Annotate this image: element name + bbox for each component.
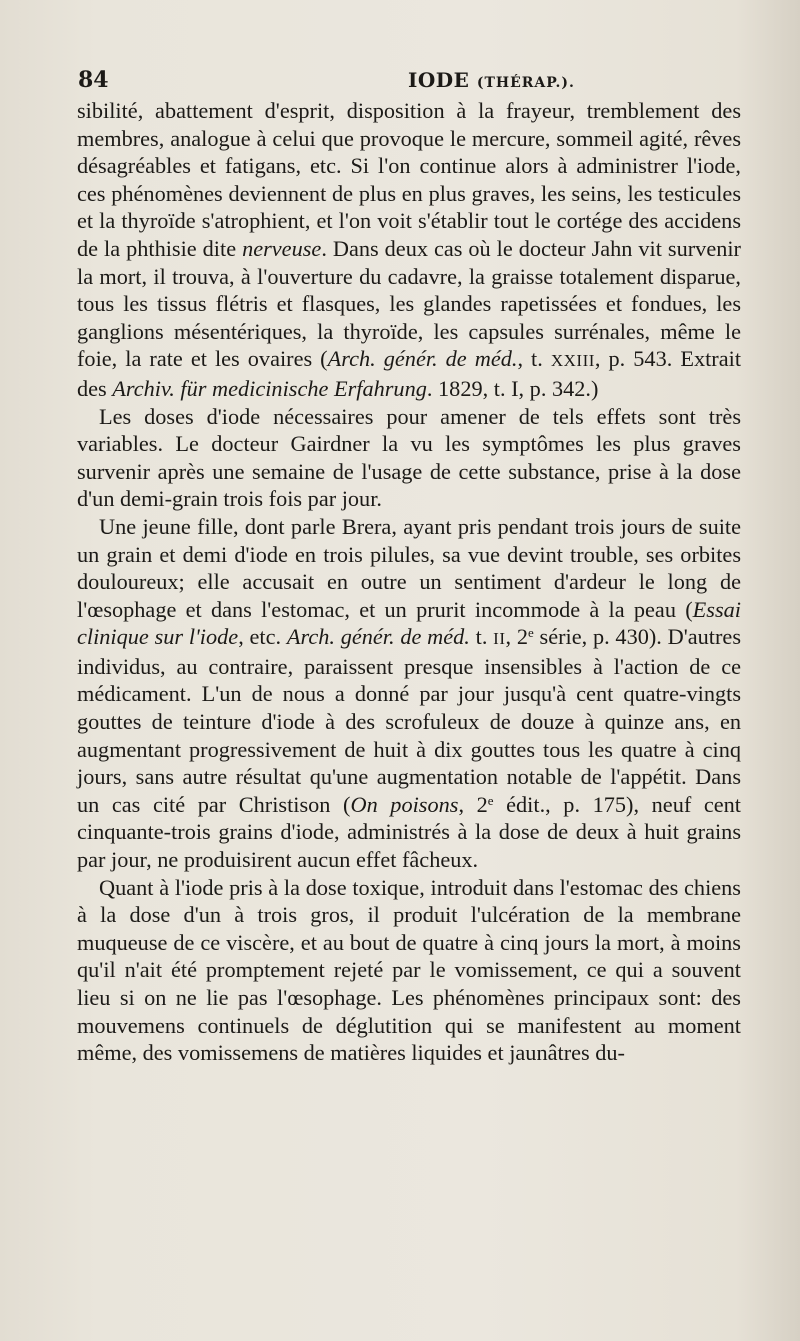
superscript: e [527,625,534,641]
italic-text: On poisons [350,791,459,817]
running-head-title: IODE [408,68,470,92]
text-segment: Les doses d'iode nécessaires pour amener de tels effets sont très variables. Le docteur Gairdner la vu les symptômes les plus graves survenir après une semaine de l'usage de cette substance, prise à la dose d'un demi-grain trois fois par jour. [77,403,741,512]
running-head [408,64,575,99]
italic-text: Essai clinique sur l'iode [77,596,741,650]
italic-text: Archiv. für medicinische Erfahrung [112,375,427,401]
page-header [78,64,740,96]
paragraph [77,403,741,513]
body-text [77,97,741,1067]
text-segment: Une jeune fille, dont parle Brera, ayant pris pendant trois jours de suite un grain et demi d'iode en trois pilules, sa vue devint trouble, ses orbites douloureux; elle accusait en outre un sentiment d'ardeur le long de l'œsophage et dans l'estomac, et un prurit incommode à la peau ( [77,513,741,622]
text-segment: série, p. 430). D'autres individus, au contraire, paraissent presque insensibles à l'action de ce médicament. L'un de nous a donné par jour jusqu'à cent quatre-vingts gouttes de teinture d'iode à des scrofuleux de douze à quinze ans, en augmentant progressivement de huit à dix gouttes tous les quatre à cinq jours, sans autre résultat qu'une augmentation notable de l'appétit. Dans un cas cité par Christison ( [77,624,741,817]
text-segment: , etc. [238,624,287,650]
italic-text: Arch. génér. de méd. [327,346,518,372]
text-segment: édit., p. 175), neuf cent cinquante-trois grains d'iode, administrés à la dose de deux à huit grains par jour, ne produisirent aucun effet fâcheux. [77,791,741,873]
page-number: 84 [78,67,109,93]
running-head-subtitle: (THÉRAP.). [476,75,575,91]
text-segment: sibilité, abattement d'esprit, disposition à la frayeur, tremblement des membres, analogue à celui que provoque le mercure, sommeil agité, rêves désagréables et fatigans, etc. Si l'on continue alors à administrer l'iode, ces phénomènes deviennent de plus en plus graves, les seins, les testicules et la thyroïde s'atrophient, et l'on voit s'établir tout le cortége des accidens de la phthisie dite [77,98,741,261]
text-segment: t. [469,624,494,650]
superscript: e [487,792,494,808]
small-caps-text: II [493,629,506,649]
text-segment: , 2 [458,791,488,817]
text-segment: , 2 [505,624,528,650]
text-segment: . Dans deux cas où le docteur Jahn vit survenir la mort, il trouva, à l'ouverture du cadavre, la graisse totalement disparue, tous les tissus flétris et flasques, les glandes rapetissées et fondues, les ganglions mésentériques, la thyroïde, les capsules surrénales, même le foie, la rate et les ovaires ( [77,235,741,372]
paragraph [77,513,741,874]
text-segment: Quant à l'iode pris à la dose toxique, introduit dans l'estomac des chiens à la dose d'un à trois gros, il produit l'ulcération de la membrane muqueuse de ce viscère, et au bout de quatre à cinq jours la mort, à moins qu'il n'ait été promptement rejeté par le vomissement, ce qui a souvent lieu si on ne lie pas l'œsophage. Les phénomènes principaux sont: des mouvemens continuels de déglutition qui se manifestent au moment même, des vomissemens de matières liquides et jaunâtres du- [77,874,741,1066]
italic-text: nerveuse [242,235,322,261]
paragraph [77,97,741,403]
text-segment: , t. [517,346,551,372]
small-caps-text: XXIII [550,351,595,371]
italic-text: Arch. génér. de méd. [286,624,470,650]
paragraph [77,874,741,1067]
text-segment: . 1829, t. I, p. 342.) [426,375,599,401]
text-segment: , p. 543. Extrait des [77,346,742,401]
